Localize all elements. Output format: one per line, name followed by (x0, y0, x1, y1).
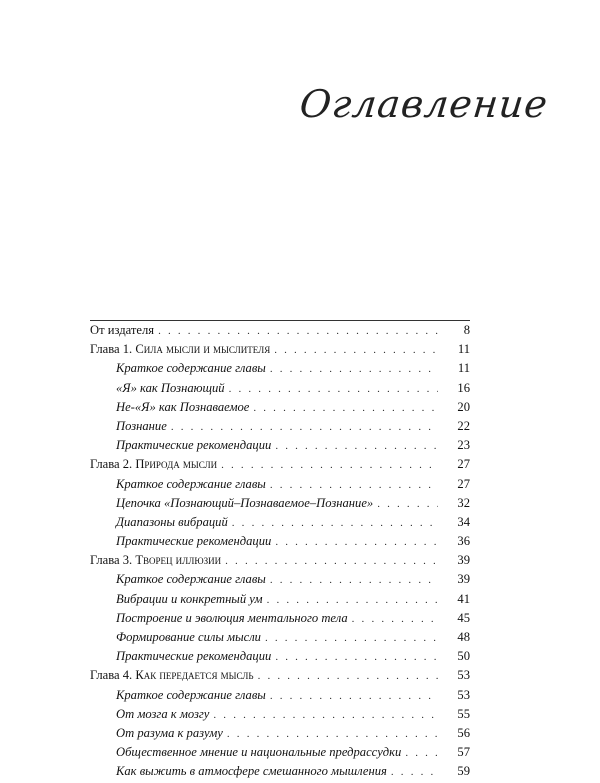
toc-page-number: 55 (457, 706, 470, 721)
toc-entry-label (90, 455, 217, 474)
toc-page-number: 16 (457, 380, 470, 395)
toc-entry-label: Вибрации и конкретный ум (116, 591, 263, 606)
toc-page-number: 57 (457, 745, 470, 760)
chapter-title: Как передается мысль (135, 668, 254, 683)
dot-leader (221, 456, 438, 475)
toc-subentry[interactable] (90, 686, 470, 705)
toc-entry-label (90, 666, 254, 685)
toc-page-number: 32 (457, 495, 470, 510)
page-title: Оглавление (297, 82, 551, 126)
toc-entry-label: Практические рекомендации (116, 649, 272, 664)
toc-subentry[interactable] (90, 359, 470, 378)
toc-entry-label: От мозга к мозгу (116, 706, 210, 721)
toc-page-number: 11 (457, 361, 470, 376)
toc-subentry[interactable] (90, 494, 470, 513)
dot-leader (377, 495, 438, 514)
toc-entry-label: Диапазоны вибраций (116, 514, 228, 529)
dot-leader (253, 399, 438, 418)
toc-subentry[interactable] (90, 705, 470, 724)
toc-subentry[interactable] (90, 724, 470, 743)
dot-leader (265, 629, 438, 648)
toc-subentry[interactable] (90, 609, 470, 628)
toc-entry-label: Общественное мнение и национальные предрассудки (116, 745, 402, 760)
toc-entry-label (90, 551, 221, 570)
dot-leader (270, 476, 438, 495)
chapter-title: Сила мысли и мыслителя (135, 342, 271, 357)
toc-entry-label: Познание (116, 418, 167, 433)
toc-page-number: 20 (457, 399, 470, 414)
dot-leader (270, 571, 438, 590)
dot-leader (225, 552, 438, 571)
toc-entry-label: Не-«Я» как Познаваемое (116, 399, 250, 414)
toc-subentry[interactable] (90, 513, 470, 532)
toc-page-number: 48 (457, 630, 470, 644)
dot-leader (391, 763, 438, 782)
toc-page-number: 11 (457, 342, 470, 357)
toc-subentry[interactable] (90, 628, 470, 647)
dot-leader (229, 380, 438, 399)
toc-page-number: 8 (463, 323, 470, 337)
toc-subentry[interactable] (90, 570, 470, 589)
toc-subentry[interactable] (90, 762, 470, 781)
toc-page-number: 50 (457, 649, 470, 664)
toc-page-number: 36 (457, 534, 470, 549)
dot-leader (275, 533, 438, 552)
toc-page-number: 53 (457, 668, 470, 683)
toc-subentry[interactable] (90, 436, 470, 455)
dot-leader (227, 725, 438, 744)
dot-leader (232, 514, 438, 533)
table-of-contents (90, 320, 470, 782)
chapter-number: Глава 2. (90, 457, 136, 472)
toc-entry-label: «Я» как Познающий (116, 380, 225, 395)
dot-leader (275, 437, 438, 456)
toc-subentry[interactable] (90, 398, 470, 417)
toc-entry-label: Краткое содержание главы (116, 476, 266, 491)
dot-leader (274, 341, 438, 360)
toc-subentry[interactable] (90, 417, 470, 436)
toc-page-number: 45 (457, 610, 470, 625)
toc-entry-label: От разума к разуму (116, 725, 223, 740)
toc-subentry[interactable] (90, 475, 470, 494)
dot-leader (270, 360, 438, 379)
toc-entry-label: Формирование силы мысли (116, 630, 261, 644)
toc-entry-label: Построение и эволюция ментального тела (116, 610, 348, 625)
toc-entry[interactable] (90, 321, 470, 340)
toc-page-number: 27 (457, 457, 470, 472)
dot-leader (270, 687, 438, 706)
dot-leader (352, 610, 438, 629)
chapter-title: Творец иллюзии (135, 553, 222, 568)
chapter-title: Природа мысли (135, 457, 218, 472)
dot-leader (275, 648, 438, 667)
toc-entry[interactable] (90, 340, 470, 359)
toc-subentry[interactable] (90, 743, 470, 762)
toc-page-number: 27 (457, 476, 470, 491)
toc-entry[interactable] (90, 455, 470, 474)
toc-page-number: 39 (457, 553, 470, 568)
toc-entry-label: От издателя (90, 323, 155, 337)
toc-entry-label: Краткое содержание главы (116, 361, 266, 376)
toc-subentry[interactable] (90, 590, 470, 609)
toc-page-number: 59 (457, 764, 470, 779)
toc-entry-label: Практические рекомендации (116, 438, 272, 453)
toc-page-number: 23 (457, 438, 470, 453)
toc-subentry[interactable] (90, 532, 470, 551)
toc-entry-label: Как выжить в атмосфере смешанного мышления (116, 764, 387, 779)
dot-leader (405, 744, 438, 763)
toc-entry[interactable] (90, 666, 470, 685)
toc-subentry[interactable] (90, 379, 470, 398)
toc-entry-label: Краткое содержание главы (116, 572, 266, 587)
toc-subentry[interactable] (90, 647, 470, 666)
toc-entry-label: Практические рекомендации (116, 534, 272, 549)
chapter-number: Глава 4. (90, 668, 136, 683)
toc-entry-label: Краткое содержание главы (116, 687, 266, 702)
toc-page-number: 53 (457, 687, 470, 702)
toc-page-number: 34 (457, 514, 470, 529)
dot-leader (158, 322, 438, 341)
toc-entry-label (90, 340, 270, 359)
chapter-number: Глава 1. (90, 342, 136, 357)
dot-leader (258, 667, 438, 686)
toc-page-number: 41 (457, 591, 470, 606)
toc-page-number: 39 (457, 572, 470, 587)
toc-page-number: 22 (457, 418, 470, 433)
toc-entry-label: Цепочка «Познающий–Познаваемое–Познание» (116, 495, 374, 510)
dot-leader (213, 706, 438, 725)
toc-page-number: 56 (457, 725, 470, 740)
toc-entry[interactable] (90, 551, 470, 570)
dot-leader (267, 591, 438, 610)
dot-leader (171, 418, 438, 437)
chapter-number: Глава 3. (90, 553, 136, 568)
